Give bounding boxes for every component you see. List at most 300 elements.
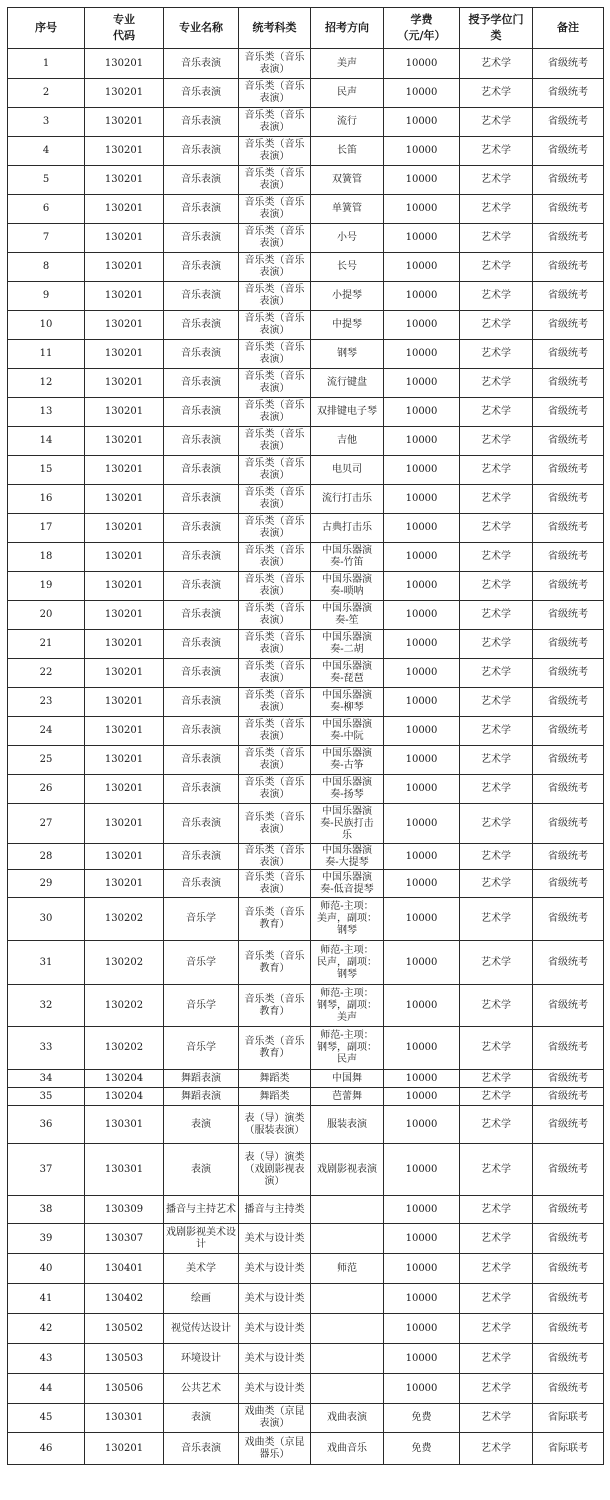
- table-row: [8, 311, 604, 340]
- table-row: [8, 775, 604, 804]
- cell-category: 美术与设计类: [239, 1284, 311, 1314]
- admissions-table-wrapper: [7, 7, 604, 1465]
- cell-note: 省级统考: [533, 804, 604, 844]
- cell-note: 省级统考: [533, 1224, 604, 1254]
- cell-code: 130204: [85, 1070, 164, 1088]
- cell-direction: 中国乐器演奏-柳琴: [311, 688, 384, 717]
- cell-degree: 艺术学: [460, 1284, 533, 1314]
- cell-fee: 10000: [384, 1070, 460, 1088]
- cell-note: 省级统考: [533, 543, 604, 572]
- cell-code: 130201: [85, 282, 164, 311]
- cell-category: 音乐类（音乐表演）: [239, 311, 311, 340]
- cell-fee: 10000: [384, 941, 460, 985]
- table-row: [8, 1284, 604, 1314]
- cell-category: 音乐类（音乐教育）: [239, 1027, 311, 1070]
- cell-code: 130201: [85, 137, 164, 166]
- cell-direction: 钢琴: [311, 340, 384, 369]
- cell-code: 130201: [85, 844, 164, 870]
- cell-fee: 10000: [384, 1027, 460, 1070]
- cell-fee: 10000: [384, 630, 460, 659]
- cell-fee: 10000: [384, 253, 460, 282]
- cell-name: 音乐学: [164, 898, 239, 941]
- cell-code: 130502: [85, 1314, 164, 1344]
- cell-direction: 美声: [311, 49, 384, 79]
- cell-note: 省级统考: [533, 253, 604, 282]
- cell-no: 43: [8, 1344, 85, 1374]
- header-degree-line: 授予学位门: [468, 13, 524, 26]
- cell-no: 37: [8, 1144, 85, 1196]
- cell-category: 舞蹈类: [239, 1088, 311, 1106]
- cell-name: 绘画: [164, 1284, 239, 1314]
- cell-category: 音乐类（音乐表演）: [239, 427, 311, 456]
- cell-degree: 艺术学: [460, 1344, 533, 1374]
- cell-degree: 艺术学: [460, 166, 533, 195]
- cell-direction: 师范-主项：美声，副项：钢琴: [311, 898, 384, 941]
- cell-direction: 师范-主项：钢琴，副项：美声: [311, 985, 384, 1027]
- table-row: [8, 659, 604, 688]
- header-name: [164, 8, 239, 49]
- header-direction: [311, 8, 384, 49]
- cell-code: 130202: [85, 1027, 164, 1070]
- table-row: [8, 1088, 604, 1106]
- header-fee-line: （元/年）: [397, 29, 446, 42]
- header-note: [533, 8, 604, 49]
- cell-code: 130201: [85, 195, 164, 224]
- cell-fee: 10000: [384, 166, 460, 195]
- cell-name: 音乐学: [164, 985, 239, 1027]
- table-row: [8, 485, 604, 514]
- cell-degree: 艺术学: [460, 485, 533, 514]
- cell-direction: 中提琴: [311, 311, 384, 340]
- cell-name: 音乐表演: [164, 456, 239, 485]
- cell-no: 40: [8, 1254, 85, 1284]
- header-name-line: 专业名称: [179, 21, 223, 34]
- cell-fee: 10000: [384, 1284, 460, 1314]
- cell-degree: 艺术学: [460, 224, 533, 253]
- cell-name: 音乐表演: [164, 311, 239, 340]
- cell-degree: 艺术学: [460, 898, 533, 941]
- cell-note: 省级统考: [533, 514, 604, 543]
- cell-name: 音乐表演: [164, 282, 239, 311]
- cell-fee: 10000: [384, 427, 460, 456]
- cell-degree: 艺术学: [460, 941, 533, 985]
- cell-no: 3: [8, 108, 85, 137]
- header-direction-line: 招考方向: [325, 21, 369, 34]
- cell-fee: 10000: [384, 369, 460, 398]
- cell-fee: 10000: [384, 659, 460, 688]
- cell-degree: 艺术学: [460, 369, 533, 398]
- cell-name: 音乐表演: [164, 137, 239, 166]
- cell-category: 音乐类（音乐表演）: [239, 137, 311, 166]
- cell-no: 26: [8, 775, 85, 804]
- cell-direction: 中国乐器演奏-笙: [311, 601, 384, 630]
- table-row: [8, 340, 604, 369]
- cell-direction: 戏剧影视表演: [311, 1144, 384, 1196]
- table-row: [8, 572, 604, 601]
- cell-category: 音乐类（音乐表演）: [239, 630, 311, 659]
- cell-degree: 艺术学: [460, 1374, 533, 1404]
- cell-fee: 10000: [384, 804, 460, 844]
- cell-direction: 中国乐器演奏-竹笛: [311, 543, 384, 572]
- cell-code: 130202: [85, 898, 164, 941]
- cell-note: 省际联考: [533, 1404, 604, 1433]
- table-row: [8, 79, 604, 108]
- cell-note: 省级统考: [533, 108, 604, 137]
- cell-direction: 师范: [311, 1254, 384, 1284]
- cell-name: 音乐表演: [164, 427, 239, 456]
- cell-note: 省级统考: [533, 282, 604, 311]
- cell-category: 音乐类（音乐表演）: [239, 456, 311, 485]
- cell-name: 环境设计: [164, 1344, 239, 1374]
- cell-no: 14: [8, 427, 85, 456]
- cell-note: 省级统考: [533, 746, 604, 775]
- cell-code: 130201: [85, 253, 164, 282]
- cell-note: 省级统考: [533, 79, 604, 108]
- header-code-line: 专业: [113, 13, 135, 26]
- table-row: [8, 870, 604, 898]
- cell-category: 美术与设计类: [239, 1314, 311, 1344]
- cell-degree: 艺术学: [460, 195, 533, 224]
- cell-note: 省级统考: [533, 427, 604, 456]
- cell-no: 19: [8, 572, 85, 601]
- cell-direction: 师范-主项：钢琴，副项：民声: [311, 1027, 384, 1070]
- cell-direction: 中国乐器演奏-低音提琴: [311, 870, 384, 898]
- cell-direction: [311, 1344, 384, 1374]
- table-header: [8, 8, 604, 49]
- cell-code: 130301: [85, 1106, 164, 1144]
- cell-code: 130201: [85, 572, 164, 601]
- table-row: [8, 898, 604, 941]
- cell-category: 音乐类（音乐表演）: [239, 775, 311, 804]
- table-row: [8, 514, 604, 543]
- cell-no: 31: [8, 941, 85, 985]
- cell-note: 省级统考: [533, 311, 604, 340]
- cell-no: 46: [8, 1433, 85, 1465]
- header-code: [85, 8, 164, 49]
- cell-degree: 艺术学: [460, 1144, 533, 1196]
- table-row: [8, 1254, 604, 1284]
- cell-degree: 艺术学: [460, 1254, 533, 1284]
- cell-name: 音乐表演: [164, 108, 239, 137]
- cell-note: 省级统考: [533, 1284, 604, 1314]
- cell-fee: 10000: [384, 543, 460, 572]
- cell-note: 省级统考: [533, 1070, 604, 1088]
- cell-no: 28: [8, 844, 85, 870]
- cell-note: 省级统考: [533, 137, 604, 166]
- cell-category: 表（导）演类（戏剧影视表演）: [239, 1144, 311, 1196]
- table-row: [8, 804, 604, 844]
- cell-degree: 艺术学: [460, 746, 533, 775]
- cell-fee: 10000: [384, 398, 460, 427]
- cell-code: 130301: [85, 1404, 164, 1433]
- cell-code: 130201: [85, 804, 164, 844]
- cell-degree: 艺术学: [460, 1433, 533, 1465]
- cell-name: 视觉传达设计: [164, 1314, 239, 1344]
- cell-name: 音乐表演: [164, 224, 239, 253]
- cell-note: 省级统考: [533, 572, 604, 601]
- cell-name: 音乐表演: [164, 717, 239, 746]
- cell-name: 音乐表演: [164, 630, 239, 659]
- cell-no: 7: [8, 224, 85, 253]
- cell-no: 1: [8, 49, 85, 79]
- cell-direction: 双簧管: [311, 166, 384, 195]
- cell-note: 省级统考: [533, 1344, 604, 1374]
- cell-category: 美术与设计类: [239, 1344, 311, 1374]
- cell-category: 音乐类（音乐表演）: [239, 485, 311, 514]
- cell-no: 38: [8, 1196, 85, 1224]
- cell-code: 130204: [85, 1088, 164, 1106]
- cell-degree: 艺术学: [460, 804, 533, 844]
- cell-note: 省级统考: [533, 369, 604, 398]
- cell-name: 音乐表演: [164, 543, 239, 572]
- cell-code: 130202: [85, 941, 164, 985]
- cell-code: 130201: [85, 369, 164, 398]
- cell-no: 21: [8, 630, 85, 659]
- cell-code: 130201: [85, 543, 164, 572]
- cell-name: 音乐表演: [164, 195, 239, 224]
- cell-code: 130309: [85, 1196, 164, 1224]
- table-row: [8, 1404, 604, 1433]
- cell-name: 音乐表演: [164, 601, 239, 630]
- cell-name: 音乐表演: [164, 485, 239, 514]
- table-row: [8, 108, 604, 137]
- cell-fee: 10000: [384, 985, 460, 1027]
- cell-fee: 10000: [384, 108, 460, 137]
- cell-category: 音乐类（音乐表演）: [239, 398, 311, 427]
- table-row: [8, 630, 604, 659]
- cell-note: 省级统考: [533, 485, 604, 514]
- cell-name: 美术学: [164, 1254, 239, 1284]
- cell-degree: 艺术学: [460, 1106, 533, 1144]
- cell-fee: 10000: [384, 1106, 460, 1144]
- cell-degree: 艺术学: [460, 601, 533, 630]
- cell-degree: 艺术学: [460, 1314, 533, 1344]
- cell-note: 省级统考: [533, 1254, 604, 1284]
- cell-fee: 免费: [384, 1404, 460, 1433]
- cell-direction: 长号: [311, 253, 384, 282]
- cell-category: 音乐类（音乐表演）: [239, 282, 311, 311]
- cell-fee: 10000: [384, 717, 460, 746]
- cell-direction: 中国乐器演奏-琵琶: [311, 659, 384, 688]
- table-row: [8, 844, 604, 870]
- cell-direction: 戏曲表演: [311, 1404, 384, 1433]
- table-row: [8, 543, 604, 572]
- cell-direction: 长笛: [311, 137, 384, 166]
- cell-degree: 艺术学: [460, 427, 533, 456]
- cell-fee: 10000: [384, 870, 460, 898]
- table-row: [8, 456, 604, 485]
- cell-fee: 10000: [384, 456, 460, 485]
- cell-code: 130503: [85, 1344, 164, 1374]
- table-row: [8, 1027, 604, 1070]
- cell-category: 美术与设计类: [239, 1374, 311, 1404]
- cell-no: 6: [8, 195, 85, 224]
- cell-degree: 艺术学: [460, 1027, 533, 1070]
- cell-no: 13: [8, 398, 85, 427]
- cell-category: 音乐类（音乐表演）: [239, 804, 311, 844]
- cell-name: 音乐学: [164, 1027, 239, 1070]
- cell-fee: 10000: [384, 746, 460, 775]
- cell-degree: 艺术学: [460, 1404, 533, 1433]
- table-row: [8, 1224, 604, 1254]
- table-row: [8, 1433, 604, 1465]
- cell-direction: 小号: [311, 224, 384, 253]
- cell-direction: 中国乐器演奏-大提琴: [311, 844, 384, 870]
- table-row: [8, 137, 604, 166]
- cell-degree: 艺术学: [460, 844, 533, 870]
- cell-name: 舞蹈表演: [164, 1070, 239, 1088]
- cell-direction: [311, 1374, 384, 1404]
- cell-degree: 艺术学: [460, 688, 533, 717]
- cell-name: 音乐表演: [164, 514, 239, 543]
- header-note-line: 备注: [557, 21, 579, 34]
- cell-direction: 单簧管: [311, 195, 384, 224]
- cell-no: 30: [8, 898, 85, 941]
- cell-degree: 艺术学: [460, 985, 533, 1027]
- cell-direction: 小提琴: [311, 282, 384, 311]
- cell-direction: 中国乐器演奏-扬琴: [311, 775, 384, 804]
- cell-direction: 流行打击乐: [311, 485, 384, 514]
- cell-name: 舞蹈表演: [164, 1088, 239, 1106]
- cell-category: 音乐类（音乐表演）: [239, 340, 311, 369]
- cell-code: 130506: [85, 1374, 164, 1404]
- cell-fee: 10000: [384, 79, 460, 108]
- table-row: [8, 1196, 604, 1224]
- cell-no: 33: [8, 1027, 85, 1070]
- cell-fee: 10000: [384, 49, 460, 79]
- cell-code: 130201: [85, 775, 164, 804]
- table-row: [8, 1344, 604, 1374]
- cell-note: 省级统考: [533, 195, 604, 224]
- cell-fee: 10000: [384, 1314, 460, 1344]
- cell-degree: 艺术学: [460, 340, 533, 369]
- cell-no: 36: [8, 1106, 85, 1144]
- cell-fee: 10000: [384, 311, 460, 340]
- cell-direction: [311, 1224, 384, 1254]
- cell-no: 17: [8, 514, 85, 543]
- cell-name: 音乐表演: [164, 166, 239, 195]
- cell-fee: 10000: [384, 137, 460, 166]
- cell-fee: 10000: [384, 1224, 460, 1254]
- cell-direction: 戏曲音乐: [311, 1433, 384, 1465]
- cell-degree: 艺术学: [460, 398, 533, 427]
- cell-code: 130201: [85, 340, 164, 369]
- cell-code: 130201: [85, 49, 164, 79]
- cell-code: 130201: [85, 514, 164, 543]
- table-row: [8, 1070, 604, 1088]
- cell-category: 音乐类（音乐表演）: [239, 369, 311, 398]
- cell-name: 音乐表演: [164, 340, 239, 369]
- cell-degree: 艺术学: [460, 282, 533, 311]
- cell-no: 39: [8, 1224, 85, 1254]
- cell-note: 省级统考: [533, 166, 604, 195]
- table-row: [8, 746, 604, 775]
- cell-code: 130201: [85, 398, 164, 427]
- cell-note: 省级统考: [533, 659, 604, 688]
- cell-note: 省级统考: [533, 398, 604, 427]
- cell-category: 音乐类（音乐表演）: [239, 717, 311, 746]
- cell-fee: 10000: [384, 1344, 460, 1374]
- cell-fee: 10000: [384, 572, 460, 601]
- table-row: [8, 1374, 604, 1404]
- cell-name: 音乐表演: [164, 659, 239, 688]
- cell-fee: 10000: [384, 282, 460, 311]
- cell-name: 音乐表演: [164, 79, 239, 108]
- cell-name: 音乐表演: [164, 775, 239, 804]
- cell-fee: 10000: [384, 601, 460, 630]
- cell-note: 省级统考: [533, 224, 604, 253]
- cell-code: 130402: [85, 1284, 164, 1314]
- header-category: [239, 8, 311, 49]
- header-category-line: 统考科类: [252, 21, 297, 34]
- cell-note: 省级统考: [533, 601, 604, 630]
- header-fee-line: 学费: [410, 13, 433, 26]
- cell-note: 省级统考: [533, 1106, 604, 1144]
- cell-category: 音乐类（音乐表演）: [239, 79, 311, 108]
- cell-direction: 师范-主项：民声，副项：钢琴: [311, 941, 384, 985]
- cell-degree: 艺术学: [460, 1224, 533, 1254]
- cell-code: 130201: [85, 601, 164, 630]
- cell-degree: 艺术学: [460, 253, 533, 282]
- cell-fee: 10000: [384, 224, 460, 253]
- cell-note: 省级统考: [533, 775, 604, 804]
- table-row: [8, 282, 604, 311]
- cell-fee: 10000: [384, 688, 460, 717]
- cell-no: 23: [8, 688, 85, 717]
- cell-code: 130201: [85, 311, 164, 340]
- cell-note: 省级统考: [533, 456, 604, 485]
- cell-no: 4: [8, 137, 85, 166]
- cell-fee: 10000: [384, 775, 460, 804]
- cell-code: 130201: [85, 688, 164, 717]
- cell-fee: 10000: [384, 1254, 460, 1284]
- cell-direction: 古典打击乐: [311, 514, 384, 543]
- header-degree-line: 类: [490, 29, 502, 42]
- table-row: [8, 941, 604, 985]
- cell-note: 省级统考: [533, 870, 604, 898]
- cell-fee: 10000: [384, 485, 460, 514]
- cell-direction: 中国乐器演奏-二胡: [311, 630, 384, 659]
- cell-direction: 服装表演: [311, 1106, 384, 1144]
- cell-name: 公共艺术: [164, 1374, 239, 1404]
- cell-no: 32: [8, 985, 85, 1027]
- cell-name: 音乐表演: [164, 870, 239, 898]
- cell-fee: 免费: [384, 1433, 460, 1465]
- cell-direction: 电贝司: [311, 456, 384, 485]
- cell-name: 音乐表演: [164, 253, 239, 282]
- cell-no: 24: [8, 717, 85, 746]
- cell-category: 音乐类（音乐表演）: [239, 253, 311, 282]
- cell-category: 音乐类（音乐教育）: [239, 941, 311, 985]
- cell-no: 5: [8, 166, 85, 195]
- cell-name: 表演: [164, 1404, 239, 1433]
- cell-no: 34: [8, 1070, 85, 1088]
- cell-name: 音乐学: [164, 941, 239, 985]
- cell-name: 表演: [164, 1106, 239, 1144]
- cell-note: 省级统考: [533, 844, 604, 870]
- cell-degree: 艺术学: [460, 572, 533, 601]
- cell-name: 音乐表演: [164, 369, 239, 398]
- cell-note: 省级统考: [533, 340, 604, 369]
- cell-note: 省级统考: [533, 1144, 604, 1196]
- cell-degree: 艺术学: [460, 630, 533, 659]
- cell-name: 音乐表演: [164, 804, 239, 844]
- cell-note: 省级统考: [533, 1374, 604, 1404]
- header-degree: [460, 8, 533, 49]
- cell-code: 130201: [85, 659, 164, 688]
- cell-category: 音乐类（音乐表演）: [239, 601, 311, 630]
- cell-no: 27: [8, 804, 85, 844]
